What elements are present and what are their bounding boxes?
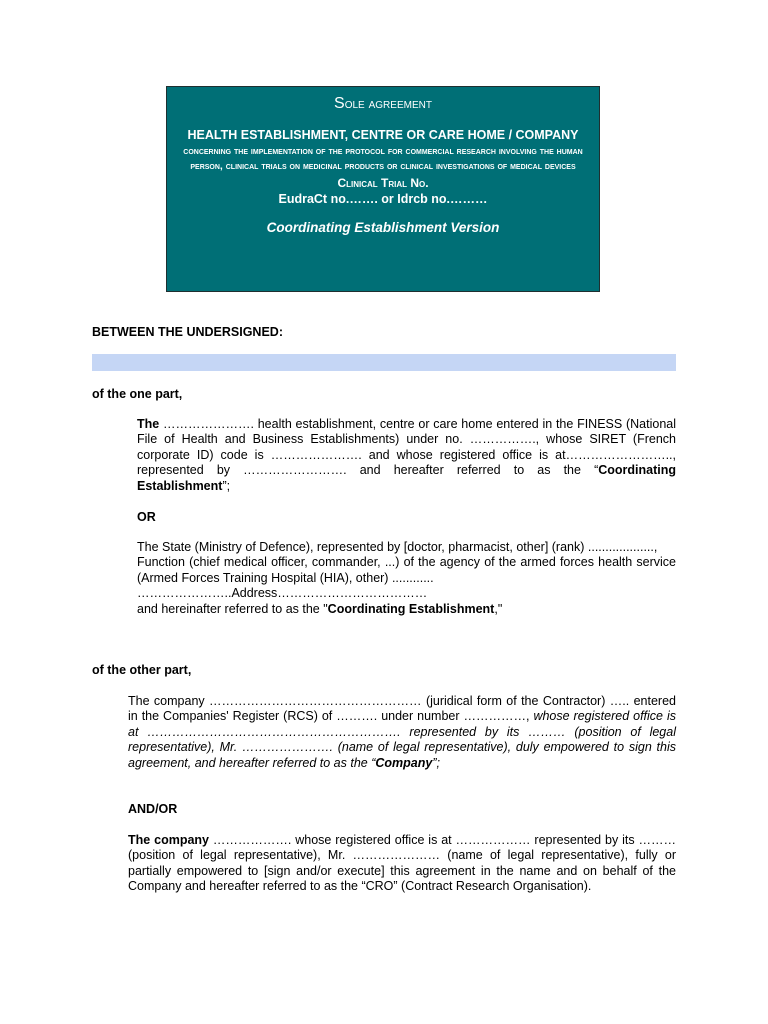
- agreement-title: Sole agreement: [334, 95, 432, 112]
- health-establishment-line: HEALTH ESTABLISHMENT, CENTRE OR CARE HOME / COMPANY: [187, 128, 579, 142]
- state-paragraph: The State (Ministry of Defence), represented by [doctor, pharmacist, other] (rank) ..................., Function (chief medical officer, commander, ...) of the agency of the armed forces health service (Armed Forces Training Hospital (HIA), other) ............ …………………..Address……………………………… and hereinafter referred to as the "Coordinating Establishment,": [137, 540, 676, 616]
- clinical-trial-no: Clinical Trial No.: [337, 176, 429, 190]
- between-heading: BETWEEN THE UNDERSIGNED:: [92, 325, 283, 339]
- cro-paragraph: The company ………………. whose registered office is at ……………… represented by its ……… (position of legal representative), Mr. ………………… (name of legal representative), fully or partially empowered to [sign and/or execute] this agreement in the name and on behalf of the Company and hereafter referred to as the “CRO” (Contract Research Organisation).: [128, 833, 676, 894]
- andor-label: AND/OR: [128, 802, 178, 816]
- coordinating-paragraph: The …………………. health establishment, centre or care home entered in the FINESS (National File of Health and Business Establishments) under no. ……………., whose SIRET (French corporate ID) code is …………………. and whose registered office is at…………………….., represented by ……………………. and hereafter referred to as the “Coordinating Establishment”;: [137, 417, 676, 493]
- concerning-text: concerning the implementation of the protocol for commercial research involving the human person, clinical trials on medicinal products or clinical investigations of medical devices: [183, 145, 583, 172]
- title-box: [166, 86, 600, 292]
- or-label: OR: [137, 510, 156, 524]
- highlight-bar: [92, 354, 676, 371]
- eudract-line: EudraCt no.……. or Idrcb no.………: [278, 192, 488, 206]
- other-part-heading: of the other part,: [92, 663, 192, 677]
- company-paragraph: The company …………………………………………… (juridical form of the Contractor) ….. entered in the Companies' Register (RCS) of ………. under number ……………, whose registered office is at ……………………………………………………. represented by its ……… (position of legal representative), Mr. …………………. (name of legal representative), duly empowered to sign this agreement, and hereafter referred to as the “Company”;: [128, 694, 676, 770]
- one-part-heading: of the one part,: [92, 387, 183, 401]
- version-label: Coordinating Establishment Version: [266, 220, 500, 235]
